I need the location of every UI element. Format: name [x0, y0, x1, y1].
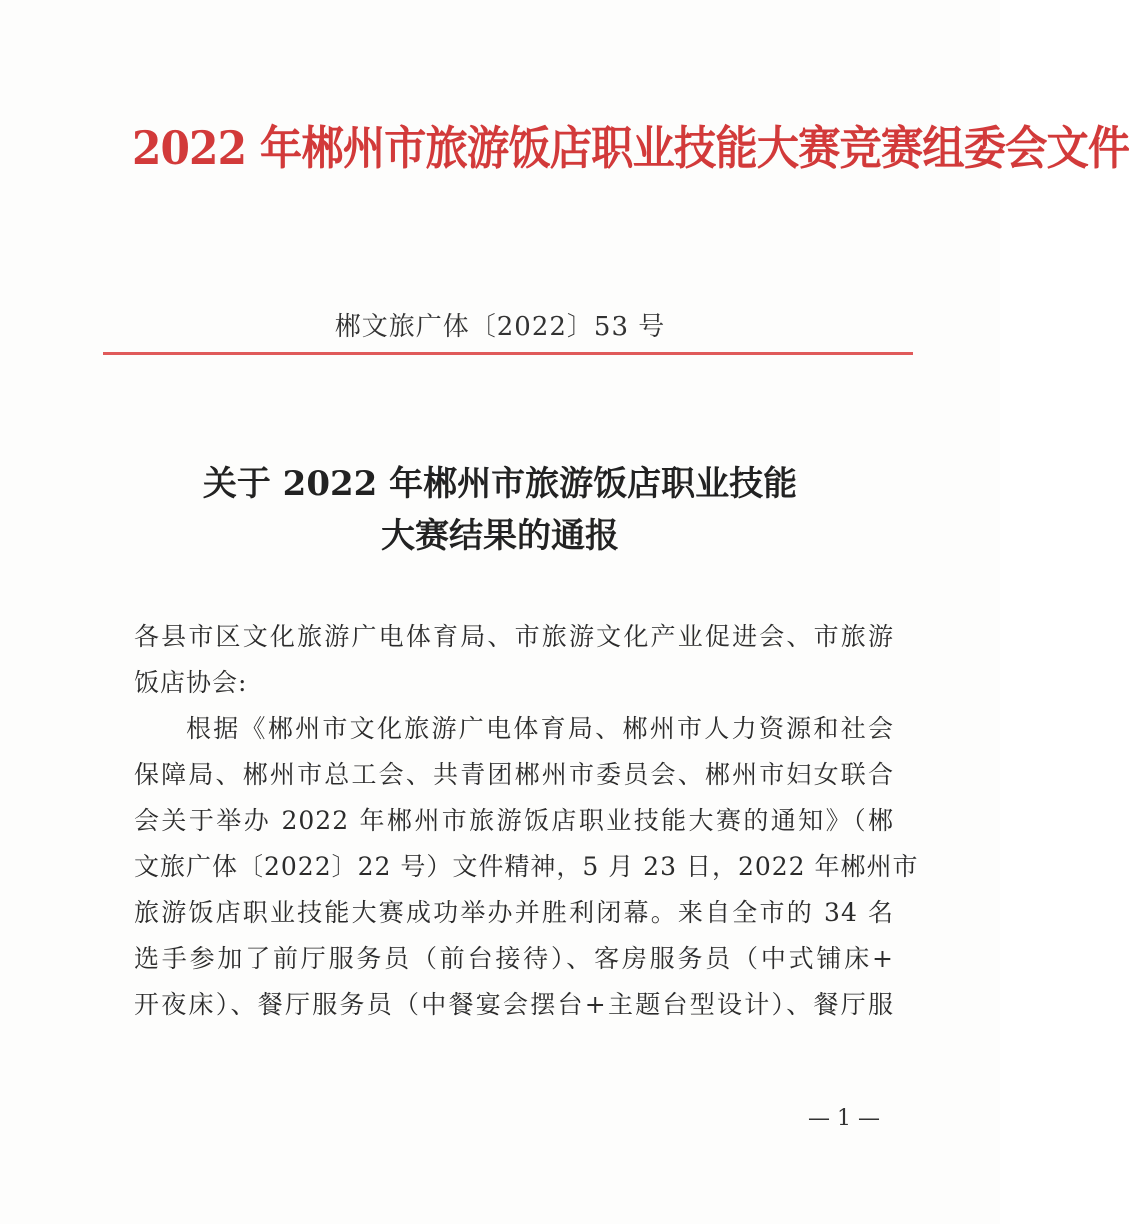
notice-body — [134, 614, 919, 1028]
document-header-title: 2022 年郴州市旅游饭店职业技能大赛竞赛组委会文件 — [132, 121, 1129, 175]
body-line: 各县市区文化旅游广电体育局、市旅游文化产业促进会、市旅游 — [134, 622, 894, 651]
body-line: 饭店协会: — [134, 668, 248, 697]
body-line: 文旅广体〔2022〕22 号）文件精神，5 月 23 日，2022 年郴州市 — [134, 852, 919, 881]
body-line: 选手参加了前厅服务员（前台接待）、客房服务员（中式铺床+ — [134, 944, 894, 973]
header-divider — [103, 352, 913, 355]
notice-title-line-2: 大赛结果的通报 — [381, 516, 619, 556]
notice-title-line-1: 关于 2022 年郴州市旅游饭店职业技能 — [202, 464, 798, 504]
body-line: 旅游饭店职业技能大赛成功举办并胜利闭幕。来自全市的 34 名 — [134, 898, 894, 927]
body-line: 会关于举办 2022 年郴州市旅游饭店职业技能大赛的通知》（郴 — [134, 806, 894, 835]
page-number: — 1 — — [808, 1106, 880, 1131]
body-line: 保障局、郴州市总工会、共青团郴州市委员会、郴州市妇女联合 — [134, 760, 894, 789]
notice-title — [0, 458, 1000, 562]
body-line: 开夜床）、餐厅服务员（中餐宴会摆台+主题台型设计）、餐厅服 — [134, 990, 894, 1019]
body-line: 根据《郴州市文化旅游广电体育局、郴州市人力资源和社会 — [186, 714, 894, 743]
document-number: 郴文旅广体〔2022〕53 号 — [334, 312, 666, 342]
